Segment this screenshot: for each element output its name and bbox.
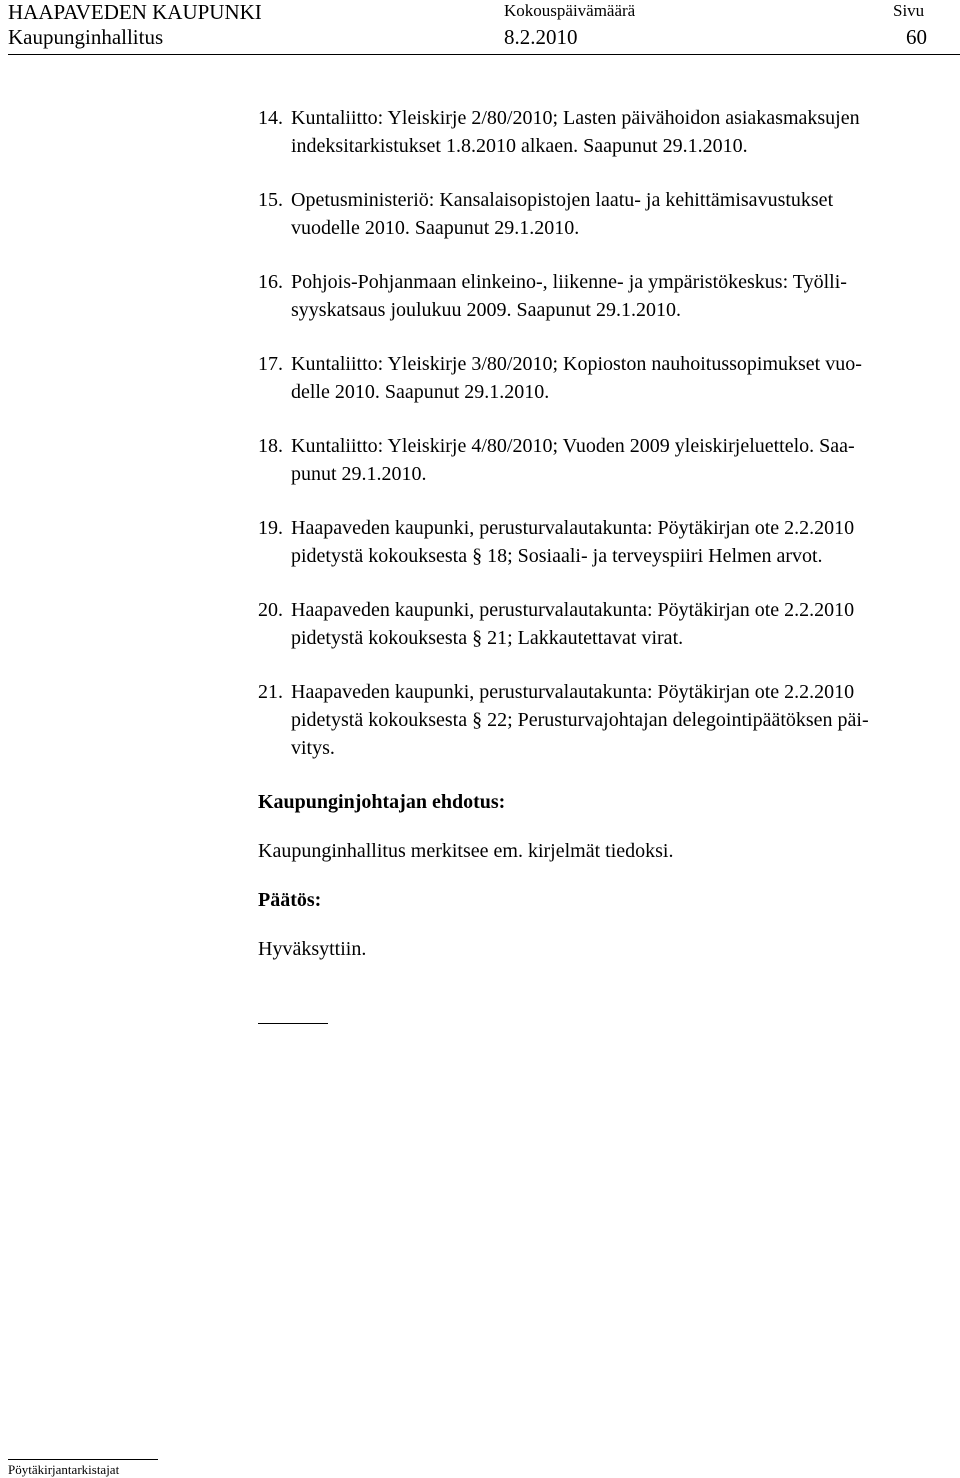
decision-heading: Päätös: (258, 889, 322, 911)
list-item (258, 268, 958, 324)
proposal-text: Kaupunginhallitus merkitsee em. kirjelmät tiedoksi. (258, 840, 674, 862)
item-number: 14. (258, 107, 283, 129)
item-number: 16. (258, 271, 283, 293)
item-number: 18. (258, 435, 283, 457)
item-text-line: Kuntaliitto: Yleiskirje 4/80/2010; Vuoden 2009 yleiskirjeluettelo. Saa- (291, 435, 855, 457)
item-text-line: Haapaveden kaupunki, perusturvalautakunta: Pöytäkirjan ote 2.2.2010 (291, 599, 855, 621)
board-name: Kaupunginhallitus (8, 25, 164, 49)
item-text-line: Kuntaliitto: Yleiskirje 3/80/2010; Kopioston nauhoitussopimukset vuo- (291, 353, 862, 375)
list-item (258, 596, 958, 652)
item-text-line: Haapaveden kaupunki, perusturvalautakunta: Pöytäkirjan ote 2.2.2010 (291, 517, 855, 539)
item-text-line: pidetystä kokouksesta § 21; Lakkautettavat virat. (291, 627, 684, 649)
list-item (258, 350, 958, 406)
page-label: Sivu (893, 1, 925, 20)
item-number: 15. (258, 189, 283, 211)
item-text-line: pidetystä kokouksesta § 22; Perusturvajohtajan delegointipäätöksen päi- (291, 709, 869, 731)
list-item (258, 514, 958, 570)
item-text-line: Pohjois-Pohjanmaan elinkeino-, liikenne- ja ympäristökeskus: Työlli- (291, 271, 847, 293)
item-text-line: Haapaveden kaupunki, perusturvalautakunta: Pöytäkirjan ote 2.2.2010 (291, 681, 855, 703)
list-item (258, 432, 958, 488)
list-item (258, 186, 958, 242)
proposal-heading: Kaupunginjohtajan ehdotus: (258, 791, 506, 813)
item-number: 17. (258, 353, 283, 375)
item-text-line: Opetusministeriö: Kansalaisopistojen laatu- ja kehittämisavustukset (291, 189, 834, 211)
meeting-date: 8.2.2010 (504, 25, 578, 49)
list-item (258, 678, 958, 762)
list-item (258, 104, 958, 160)
item-number: 21. (258, 681, 283, 703)
decision-text: Hyväksyttiin. (258, 938, 367, 960)
meeting-date-label: Kokouspäivämäärä (504, 1, 636, 20)
item-number: 19. (258, 517, 283, 539)
section-end-rule (258, 1023, 328, 1024)
footer-divider (8, 1459, 158, 1460)
item-text-line: delle 2010. Saapunut 29.1.2010. (291, 381, 550, 403)
page-number: 60 (906, 25, 927, 49)
item-number: 20. (258, 599, 283, 621)
item-text-line: pidetystä kokouksesta § 18; Sosiaali- ja terveyspiiri Helmen arvot. (291, 545, 823, 567)
item-text-line: punut 29.1.2010. (291, 463, 427, 485)
minutes-checkers-label: Pöytäkirjantarkistajat (8, 1462, 120, 1477)
page-header (0, 0, 960, 60)
item-text-line: vitys. (291, 737, 335, 759)
organization-name: HAAPAVEDEN KAUPUNKI (8, 0, 262, 24)
item-text-line: vuodelle 2010. Saapunut 29.1.2010. (291, 217, 580, 239)
item-text-line: Kuntaliitto: Yleiskirje 2/80/2010; Lasten päivähoidon asiakasmaksujen (291, 107, 860, 129)
document-body (258, 104, 958, 984)
item-text-line: syyskatsaus joulukuu 2009. Saapunut 29.1.2010. (291, 299, 681, 321)
item-text-line: indeksitarkistukset 1.8.2010 alkaen. Saapunut 29.1.2010. (291, 135, 748, 157)
header-divider (8, 54, 960, 55)
